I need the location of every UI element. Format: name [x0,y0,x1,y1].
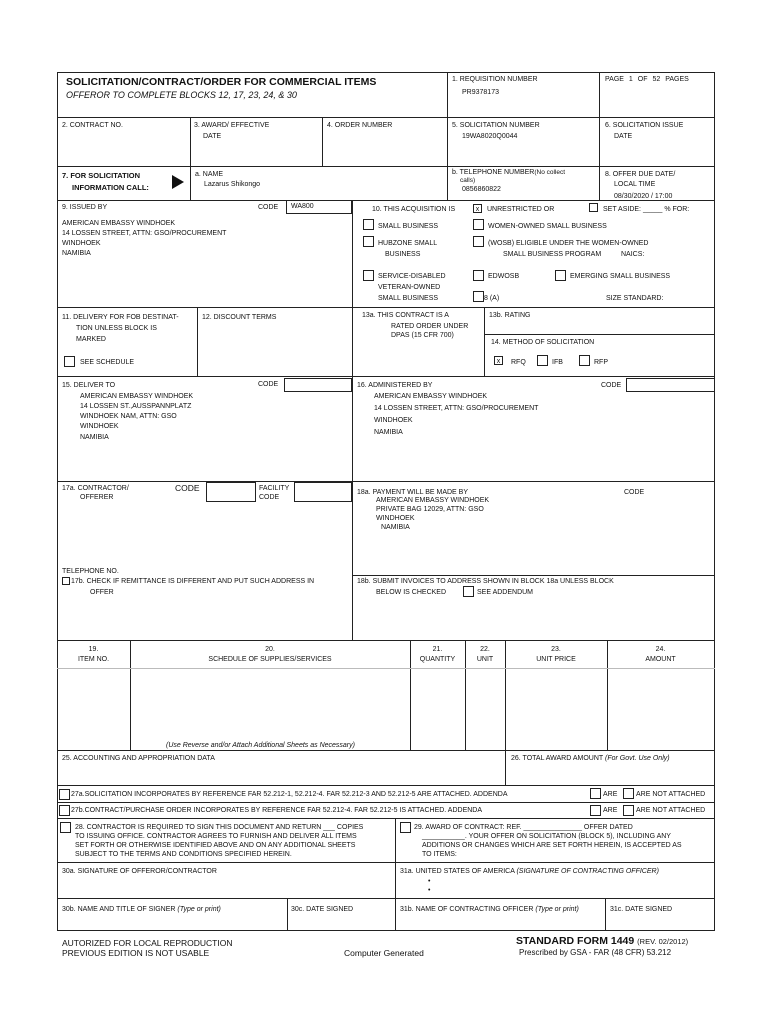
schedule-note: (Use Reverse and/or Attach Additional Sheets as Necessary) [166,742,355,749]
remittance-checkbox[interactable] [62,577,70,585]
29-label-3: ADDITIONS OR CHANGES WHICH ARE SET FORTH HEREIN, IS ACCEPTED AS [422,842,682,849]
issued-address-line: NAMIBIA [62,250,91,257]
previous-edition-note: PREVIOUS EDITION IS NOT USABLE [62,948,210,958]
issued-code-label: CODE [258,204,279,211]
arrow-right-icon [172,175,184,189]
method-label: 14. METHOD OF SOLICITATION [491,339,595,346]
27b-are-label: ARE [603,807,618,814]
rated-order-label-2: RATED ORDER UNDER [391,323,469,330]
edwosb-label: EDWOSB [488,273,520,280]
emerging-checkbox[interactable] [555,270,566,281]
issued-address-line: WINDHOEK [62,240,101,247]
27b-checkbox[interactable] [59,805,70,816]
small-business-checkbox[interactable] [363,219,374,230]
amount-number: 24. [655,646,666,653]
wosb-checkbox[interactable] [473,219,484,230]
facility-code-label: FACILITY [259,485,290,492]
payment-code-label: CODE [624,489,645,496]
signature-bullet: • [428,878,431,885]
hubzone-label-2: BUSINESS [385,251,421,258]
27a-are-checkbox[interactable] [590,788,601,799]
payment-address-line: WINDHOEK [376,515,415,522]
28-label-3: SET FORTH OR OTHERWISE IDENTIFIED ABOVE AND ON ANY ADDITIONAL SHEETS [75,842,356,849]
schedule-header: SCHEDULE OF SUPPLIES/SERVICES [208,656,332,663]
eight-a-label: 8 (A) [484,295,500,302]
solicitation-number-value[interactable]: 19WA8020Q0044 [462,133,518,140]
rated-order-label-3: DPAS (15 CFR 700) [391,332,454,339]
co-name-label[interactable]: 31b. NAME OF CONTRACTING OFFICER (Type or print) [400,906,579,913]
fob-label-2: TION UNLESS BLOCK IS [76,325,157,332]
fob-label: 11. DELIVERY FOR FOB DESTINAT- [62,314,179,321]
ifb-label: IFB [552,359,563,366]
facility-code-label-2: CODE [259,494,280,501]
eight-a-checkbox[interactable] [473,291,484,302]
deliver-address-line: WINDHOEK [80,423,119,430]
contact-name-value[interactable]: Lazarus Shikongo [204,181,261,188]
28-label: 28. CONTRACTOR IS REQUIRED TO SIGN THIS DOCUMENT AND RETURN ___ COPIES [75,824,364,831]
contract-no-label[interactable]: 2. CONTRACT NO. [62,122,123,129]
payment-address-line: AMERICAN EMBASSY WINDHOEK [376,497,490,504]
amount-header: AMOUNT [645,656,676,663]
sdvosb-label: SERVICE-DISABLED [378,273,446,280]
unit-price-header: UNIT PRICE [536,656,576,663]
small-business-label: SMALL BUSINESS [378,223,439,230]
29-label-2: ___________. YOUR OFFER ON SOLICITATION (BLOCK 5), INCLUDING ANY [422,833,671,840]
issue-date-label-2[interactable]: DATE [614,133,633,140]
contractor-label-2: OFFERER [80,494,114,501]
invoice-label: 18b. SUBMIT INVOICES TO ADDRESS SHOWN IN BLOCK 18a UNLESS BLOCK [357,578,614,585]
deliver-address-line: WINDHOEK NAM, ATTN: GSO [80,413,177,420]
form-title: SOLICITATION/CONTRACT/ORDER FOR COMMERCIAL ITEMS [66,76,377,88]
total-award-label[interactable]: 26. TOTAL AWARD AMOUNT (For Govt. Use Only) [511,755,670,762]
set-aside-label: SET ASIDE: _____ % FOR: [603,206,690,213]
28-label-2: TO ISSUING OFFICE. CONTRACTOR AGREES TO FURNISH AND DELIVER ALL ITEMS [75,833,357,840]
item-no-number: 19. [88,646,99,653]
telephone-note: calls) [460,177,476,184]
deliver-to-label: 15. DELIVER TO [62,382,116,389]
see-addendum-label: SEE ADDENDUM [477,589,534,596]
award-date-label: 3. AWARD/ EFFECTIVE [194,122,270,129]
schedule-number: 20. [265,646,275,653]
naics-label: NAICS: [621,251,645,258]
29-label: 29. AWARD OF CONTRACT: REF. _______________ OFFER DATED [414,824,633,831]
see-schedule-label: SEE SCHEDULE [80,359,135,366]
accounting-label[interactable]: 25. ACCOUNTING AND APPROPRIATION DATA [62,755,215,762]
ifb-checkbox[interactable] [537,355,548,366]
27b-are-not-checkbox[interactable] [623,805,634,816]
contractor-code-label: CODE [175,483,200,493]
item-no-header: ITEM NO. [77,656,110,663]
issue-date-label: 6. SOLICITATION ISSUE [605,122,684,129]
edwosb-checkbox[interactable] [473,270,484,281]
contractor-code-field[interactable] [206,482,256,502]
deliver-code-label: CODE [258,381,279,388]
admin-address-line: WINDHOEK [374,417,413,424]
computer-generated-note: Computer Generated [344,948,424,958]
rfq-label: RFQ [511,359,526,366]
sdvosb-label-3: SMALL BUSINESS [378,295,439,302]
admin-address-line: NAMIBIA [374,429,403,436]
rating-label[interactable]: 13b. RATING [489,312,531,319]
signer-name-label[interactable]: 30b. NAME AND TITLE OF SIGNER (Type or print) [62,906,221,913]
offeror-date-label[interactable]: 30c. DATE SIGNED [291,906,354,913]
rfp-label: RFP [594,359,608,366]
admin-address-line: 14 LOSSEN STREET, ATTN: GSO/PROCUREMENT [374,405,539,412]
hubzone-checkbox[interactable] [363,236,374,247]
deliver-address-line: AMERICAN EMBASSY WINDHOEK [80,393,194,400]
discount-terms-label[interactable]: 12. DISCOUNT TERMS [202,314,277,321]
deliver-address-line: NAMIBIA [80,434,109,441]
27b-are-not-label: ARE NOT ATTACHED [636,807,706,814]
rfp-checkbox[interactable] [579,355,590,366]
rated-order-checkbox[interactable] [357,313,358,324]
27a-checkbox[interactable] [59,789,70,800]
admin-code-label: CODE [601,382,622,389]
27a-are-label: ARE [603,791,618,798]
issued-address-line: 14 LOSSEN STREET, ATTN: GSO/PROCUREMENT [62,230,227,237]
issued-by-label: 9. ISSUED BY [62,204,108,211]
co-date-label[interactable]: 31c. DATE SIGNED [610,906,673,913]
issued-address-line: AMERICAN EMBASSY WINDHOEK [62,220,176,227]
set-aside-checkbox[interactable] [589,203,598,212]
standard-form-label: STANDARD FORM 1449 (REV. 02/2012) [516,935,689,947]
hubzone-label: HUBZONE SMALL [378,240,438,247]
award-date-label-2[interactable]: DATE [203,133,222,140]
quantity-header: QUANTITY [419,656,456,663]
29-checkbox[interactable] [400,822,411,833]
offer-due-label: 8. OFFER DUE DATE/ [605,171,676,178]
29-label-4: TO ITEMS: [422,851,457,858]
invoice-label-2: BELOW IS CHECKED [376,589,447,596]
payment-label: 18a. PAYMENT WILL BE MADE BY [357,489,468,496]
27b-label: 27b.CONTRACT/PURCHASE ORDER INCORPORATES BY REFERENCE FAR 52.212-4. FAR 52.212-5 IS ATTACHED. ADDENDA [71,807,483,814]
offer-due-label-2: LOCAL TIME [614,181,656,188]
sdvosb-checkbox[interactable] [363,270,374,281]
see-schedule-checkbox[interactable] [64,356,75,367]
admin-address-line: AMERICAN EMBASSY WINDHOEK [374,393,488,400]
issued-code-field[interactable] [286,200,352,214]
27a-label: 27a.SOLICITATION INCORPORATES BY REFERENCE FAR 52.212-1, 52.212-4. FAR 52.212-3 AND 52.212-5 ARE ATTACHED. ADDENDA [71,791,508,798]
unit-price-number: 23. [551,646,561,653]
28-checkbox[interactable] [60,822,71,833]
27a-are-not-label: ARE NOT ATTACHED [636,791,706,798]
offeror-signature-label[interactable]: 30a. SIGNATURE OF OFFEROR/CONTRACTOR [62,868,217,875]
27b-are-checkbox[interactable] [590,805,601,816]
wosb-label: WOMEN-OWNED SMALL BUSINESS [488,223,607,230]
facility-code-field[interactable] [294,482,352,502]
signature-bullet: • [428,887,431,894]
contact-name-label: a. NAME [195,171,224,178]
rated-order-label: 13a. THIS CONTRACT IS A [362,312,449,319]
28-label-4: SUBJECT TO THE TERMS AND CONDITIONS SPECIFIED HEREIN. [75,851,292,858]
fob-label-3: MARKED [76,336,106,343]
size-standard-label: SIZE STANDARD: [606,295,664,302]
telephone-value[interactable]: 0856860822 [462,186,501,193]
payment-address-line: PRIVATE BAG 12029, ATTN: GSO [376,506,484,513]
reproduction-note: AUTORIZED FOR LOCAL REPRODUCTION [62,938,233,948]
wosb-program-label: (WOSB) ELIGIBLE UNDER THE WOMEN-OWNED [488,240,649,247]
27a-are-not-checkbox[interactable] [623,788,634,799]
sdvosb-label-2: VETERAN-OWNED [378,284,441,291]
emerging-label: EMERGING SMALL BUSINESS [570,273,671,280]
unrestricted-label: UNRESTRICTED OR [487,206,555,213]
form-subtitle: OFFEROR TO COMPLETE BLOCKS 12, 17, 23, 24, & 30 [66,90,297,100]
rfq-checkbox[interactable]: x [494,356,503,365]
requisition-value[interactable]: PR9378173 [462,89,499,96]
solicitation-number-label: 5. SOLICITATION NUMBER [452,122,540,129]
unrestricted-checkbox[interactable]: x [473,204,482,213]
wosb-program-label-2: SMALL BUSINESS PROGRAM [503,251,602,258]
unit-number: 22. [480,646,490,653]
prescribed-by-note: Prescribed by GSA - FAR (48 CFR) 53.212 [519,948,672,957]
payment-address-line: NAMIBIA [381,524,410,531]
wosb-program-checkbox[interactable] [473,236,484,247]
telephone-no-label[interactable]: TELEPHONE NO. [62,568,119,575]
acquisition-label: 10. THIS ACQUISITION IS [372,206,456,213]
telephone-label: b. TELEPHONE NUMBER(No collect [452,169,566,176]
administered-by-label: 16. ADMINISTERED BY [357,382,433,389]
deliver-address-line: 14 LOSSEN ST.,AUSSPANNPLATZ [80,403,192,410]
contractor-label: 17a. CONTRACTOR/ [62,485,129,492]
deliver-code-field[interactable] [284,378,352,392]
issued-code-value: WA800 [291,203,314,210]
order-number-label[interactable]: 4. ORDER NUMBER [327,122,393,129]
co-signature-label[interactable]: 31a. UNITED STATES OF AMERICA (SIGNATURE OF CONTRACTING OFFICER) [400,868,659,875]
remittance-label: 17b. CHECK IF REMITTANCE IS DIFFERENT AND PUT SUCH ADDRESS IN [71,578,315,585]
admin-code-field[interactable] [626,378,715,392]
remittance-label-2: OFFER [90,589,114,596]
requisition-label: 1. REQUISITION NUMBER [452,76,538,83]
info-call-label-2: INFORMATION CALL: [72,183,149,192]
unit-header: UNIT [476,656,494,663]
see-addendum-checkbox[interactable] [463,586,474,597]
page-count: PAGE 1 OF 52 PAGES [605,76,689,83]
offer-due-value[interactable]: 08/30/2020 / 17:00 [614,193,673,200]
info-call-label: 7. FOR SOLICITATION [62,171,141,180]
quantity-number: 21. [432,646,443,653]
